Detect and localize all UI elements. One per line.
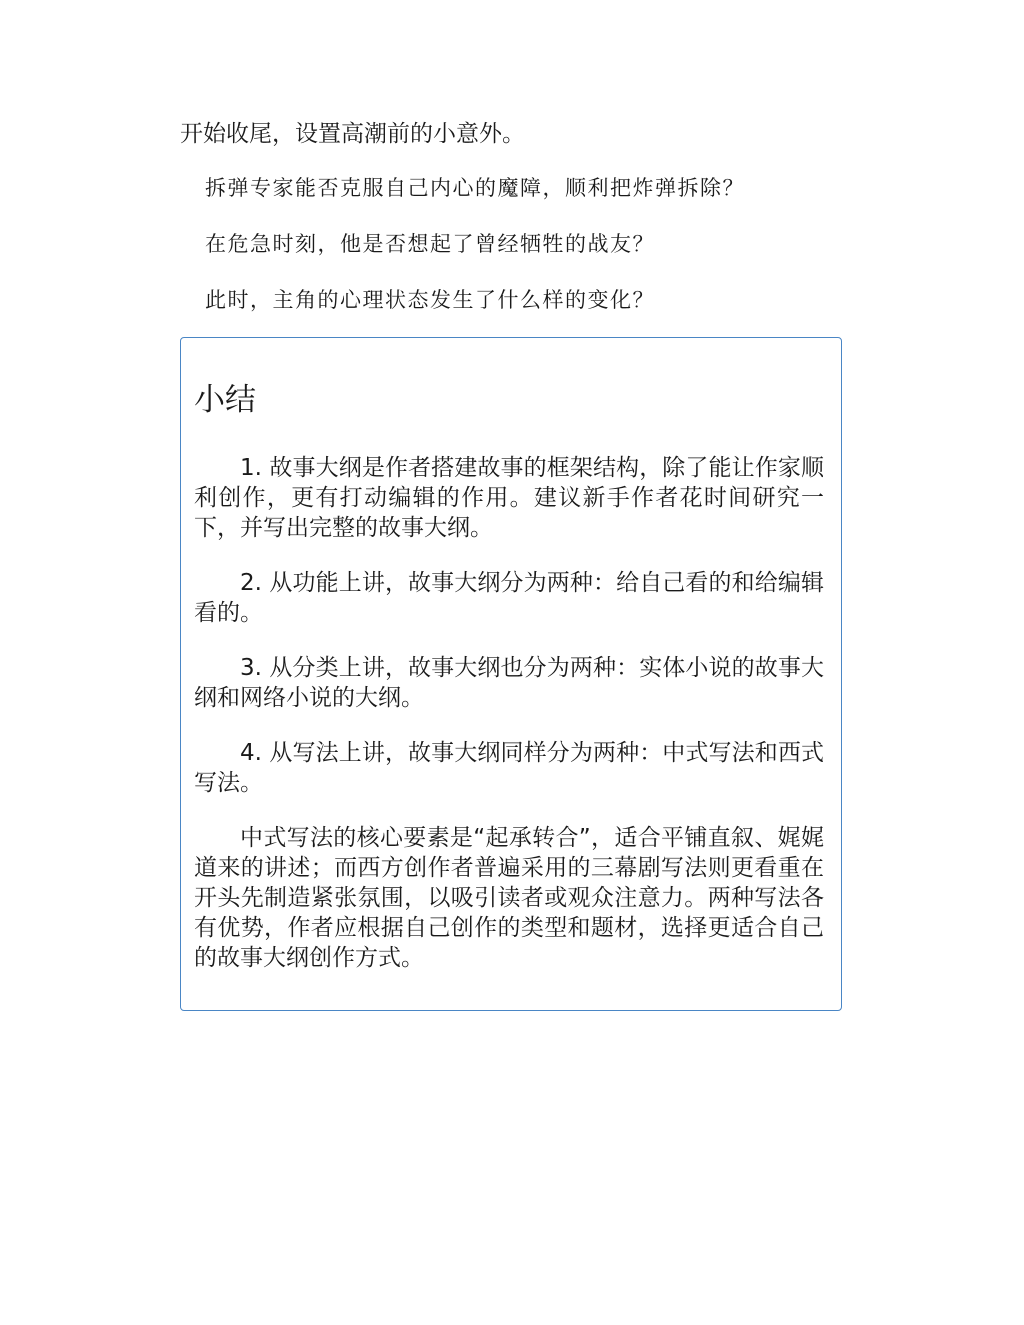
question-item: 在危急时刻，他是否想起了曾经牺牲的战友？: [205, 232, 655, 256]
summary-paragraph: 中式写法的核心要素是“起承转合”，适合平铺直叙、娓娓道来的讲述；而西方创作者普遍采用的三幕剧写法则更看重在开头先制造紧张氛围，以吸引读者或观众注意力。两种写法各有优势，作者应根据自己创作的类型和题材，选择更适合自己的故事大纲创作方式。: [194, 825, 824, 971]
summary-paragraph: 3. 从分类上讲，故事大纲也分为两种：实体小说的故事大纲和网络小说的大纲。: [194, 655, 824, 711]
summary-paragraph: 2. 从功能上讲，故事大纲分为两种：给自己看的和给编辑看的。: [194, 570, 824, 626]
summary-body: [194, 453, 824, 998]
summary-title: 小结: [194, 382, 256, 418]
summary-paragraph: 4. 从写法上讲，故事大纲同样分为两种：中式写法和西式写法。: [194, 740, 824, 796]
question-item: 拆弹专家能否克服自己内心的魔障，顺利把炸弹拆除？: [205, 176, 745, 200]
question-list: [205, 168, 745, 336]
summary-paragraph: 1. 故事大纲是作者搭建故事的框架结构，除了能让作家顺利创作，更有打动编辑的作用。建议新手作者花时间研究一下，并写出完整的故事大纲。: [194, 455, 824, 541]
summary-box: [180, 337, 842, 1011]
intro-line: 开始收尾，设置高潮前的小意外。: [180, 121, 525, 147]
question-item: 此时，主角的心理状态发生了什么样的变化？: [205, 288, 655, 312]
